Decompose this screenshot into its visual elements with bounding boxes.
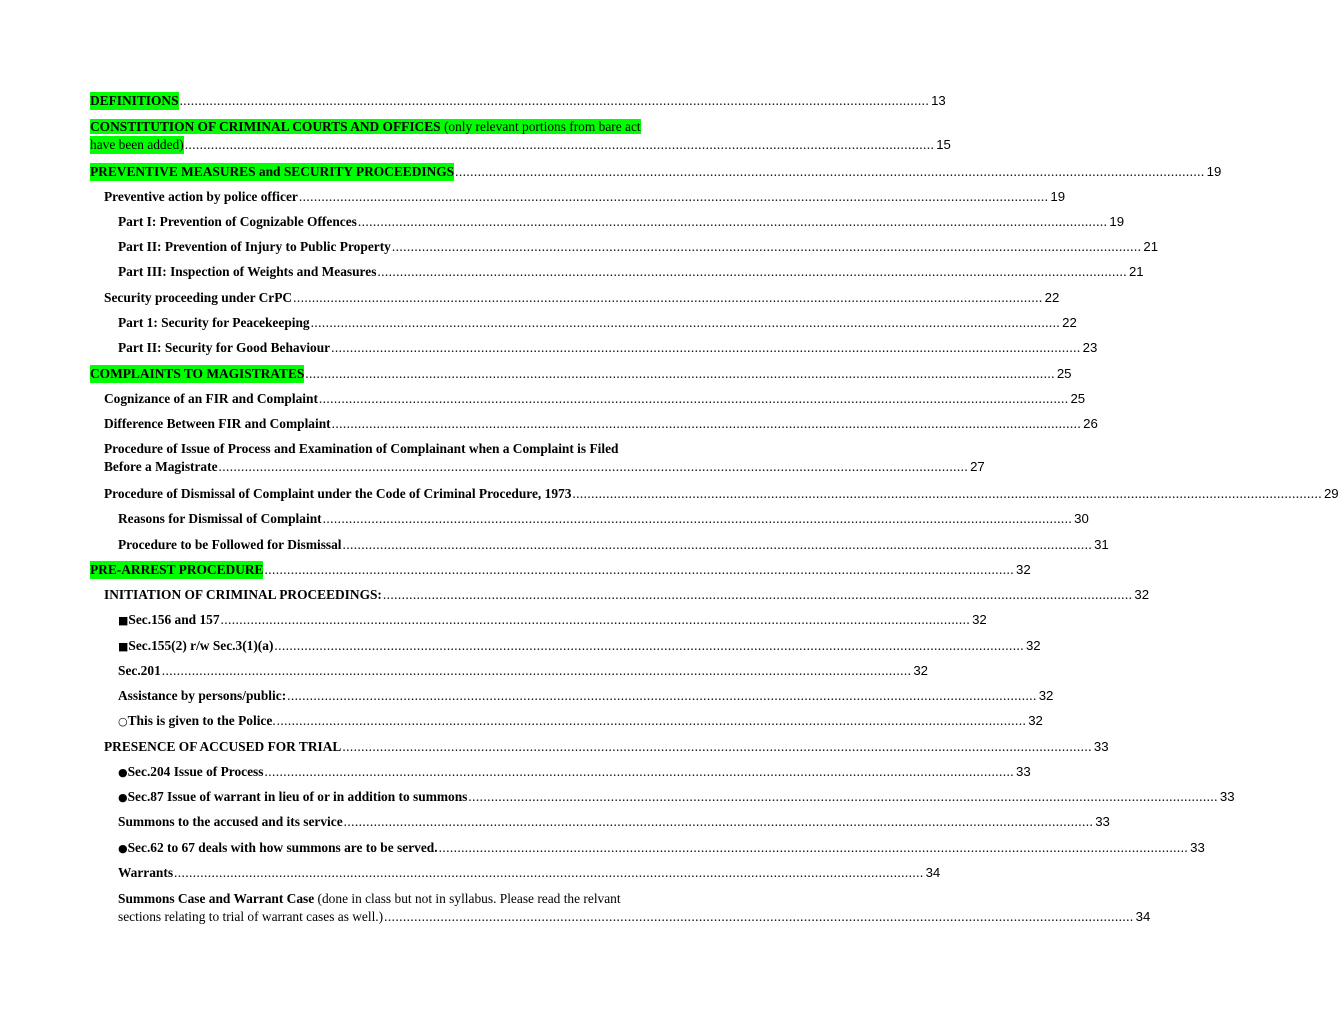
toc-label: PREVENTIVE MEASURES and SECURITY PROCEEDINGS <box>90 164 455 179</box>
dot-leader <box>342 738 1092 756</box>
dot-leader <box>287 687 1037 705</box>
dot-leader <box>455 163 1205 181</box>
toc-page-number: 33 <box>1219 789 1235 804</box>
dot-leader <box>293 289 1043 307</box>
toc-label: Part II: Prevention of Injury to Public Property <box>118 239 391 254</box>
toc-note-continued: sections relating to trial of warrant cases as well.) <box>118 909 384 924</box>
toc-page-number: 32 <box>913 663 928 678</box>
toc-page-number: 26 <box>1083 416 1098 431</box>
toc-page-number: 33 <box>1016 764 1031 779</box>
toc-label-continued: Before a Magistrate <box>104 459 218 474</box>
toc-page-number: 30 <box>1074 511 1089 526</box>
dot-bullet-icon: ● <box>118 842 128 855</box>
toc-entry-complaints[interactable] <box>90 365 1072 383</box>
dot-leader <box>343 536 1093 554</box>
dot-leader <box>384 908 1134 926</box>
toc-page-number: 31 <box>1094 537 1109 552</box>
toc-entry-cognizance[interactable] <box>104 390 1086 408</box>
toc-page-number: 25 <box>1070 391 1086 406</box>
toc-entry-warrants[interactable] <box>118 864 941 882</box>
toc-entry-part-2-public-property[interactable] <box>118 238 1159 256</box>
dot-leader <box>319 390 1069 408</box>
toc-label: Security proceeding under CrPC <box>104 290 293 305</box>
toc-page-number: 15 <box>936 137 951 152</box>
toc-page-number: 13 <box>931 93 946 108</box>
dot-leader <box>344 813 1094 831</box>
toc-label: Reasons for Dismissal of Complaint <box>118 511 322 526</box>
toc-entry-sec-62-67[interactable] <box>118 839 1205 858</box>
toc-label: Procedure to be Followed for Dismissal <box>118 537 342 552</box>
dot-leader <box>219 458 969 476</box>
toc-entry-pre-arrest[interactable] <box>90 561 1031 579</box>
toc-page-number: 33 <box>1093 739 1109 754</box>
toc-label: Sec.87 Issue of warrant in lieu of or in addition to summons <box>127 789 468 804</box>
toc-page-number: 32 <box>972 612 987 627</box>
toc-page-number: 32 <box>1025 638 1041 653</box>
dot-leader <box>185 136 935 154</box>
dot-leader <box>311 314 1061 332</box>
toc-entry-procedure-followed[interactable] <box>118 536 1109 554</box>
toc-entry-given-to-police[interactable] <box>118 712 1043 731</box>
toc-page-number: 29 <box>1323 486 1339 501</box>
toc-entry-sec-87[interactable] <box>118 788 1235 807</box>
toc-label: Sec.155(2) r/w Sec.3(1)(a) <box>128 638 274 653</box>
toc-entry-initiation[interactable] <box>104 586 1150 604</box>
circle-bullet-icon: ○ <box>118 715 128 728</box>
toc-page-number: 27 <box>970 459 985 474</box>
toc-entry-constitution[interactable] <box>90 118 951 154</box>
toc-label-tail: . <box>272 713 276 728</box>
toc-page-number: 21 <box>1128 264 1144 279</box>
dot-leader <box>468 788 1218 806</box>
toc-note-continued: have been added) <box>90 137 184 152</box>
toc-page-number: 23 <box>1082 340 1098 355</box>
dot-leader <box>180 92 930 110</box>
toc-label: Sec.204 Issue of Process <box>127 764 264 779</box>
toc-page-number: 34 <box>925 865 941 880</box>
toc-label: Part III: Inspection of Weights and Measures <box>118 264 377 279</box>
toc-entry-sec-201[interactable] <box>118 662 928 680</box>
toc-entry-summons-accused[interactable] <box>118 813 1110 831</box>
dot-leader <box>331 339 1081 357</box>
toc-page-number: 21 <box>1143 239 1159 254</box>
toc-label: PRESENCE OF ACCUSED FOR TRIAL <box>104 739 342 754</box>
toc-label: Sec.62 to 67 deals with how summons are to be served. <box>127 840 438 855</box>
toc-label: Procedure of Dismissal of Complaint under the Code of Criminal Procedure, 1973 <box>104 486 572 501</box>
toc-label: Part II: Security for Good Behaviour <box>118 340 331 355</box>
toc-entry-definitions[interactable] <box>90 92 946 110</box>
dot-leader <box>264 561 1014 579</box>
toc-label: Procedure of Issue of Process and Examination of Complainant when a Complaint is Filed <box>104 441 619 456</box>
toc-label: INITIATION OF CRIMINAL PROCEEDINGS: <box>104 587 382 602</box>
toc-page-number: 19 <box>1109 214 1125 229</box>
dot-leader <box>299 188 1049 206</box>
dot-leader <box>305 365 1055 383</box>
toc-page-number: 25 <box>1056 366 1072 381</box>
toc-label: Sec.201 <box>118 663 161 678</box>
dot-leader <box>323 510 1073 528</box>
toc-label: This is given to the Police <box>127 713 273 728</box>
dot-leader <box>439 839 1189 857</box>
toc-page-number: 19 <box>1206 164 1222 179</box>
dot-leader <box>332 415 1082 433</box>
toc-entry-summons-warrant-case[interactable] <box>118 890 1151 926</box>
toc-label: Warrants <box>118 865 174 880</box>
toc-label: DEFINITIONS <box>90 93 179 108</box>
toc-entry-preventive-measures[interactable] <box>90 163 1222 181</box>
toc-entry-part-1-cognizable[interactable] <box>118 213 1125 231</box>
toc-label: Cognizance of an FIR and Complaint <box>104 391 318 406</box>
dot-bullet-icon: ● <box>118 791 128 804</box>
toc-page-number: 22 <box>1044 290 1060 305</box>
toc-note: (only relevant portions from bare act <box>440 119 641 134</box>
toc-label: PRE-ARREST PROCEDURE <box>90 562 264 577</box>
toc-label: Summons Case and Warrant Case <box>118 891 315 906</box>
toc-label: Assistance by persons/public: <box>118 688 287 703</box>
square-bullet-icon: ■ <box>118 640 129 653</box>
dot-leader <box>377 263 1127 281</box>
toc-page-number: 19 <box>1050 189 1066 204</box>
dot-leader <box>221 611 971 629</box>
toc-entry-difference[interactable] <box>104 415 1098 433</box>
toc-entry-assistance[interactable] <box>118 687 1054 705</box>
dot-leader <box>174 864 924 882</box>
dot-leader <box>572 485 1322 503</box>
toc-entry-reasons-dismissal[interactable] <box>118 510 1089 528</box>
dot-leader <box>358 213 1108 231</box>
toc-entry-part-3-weights[interactable] <box>118 263 1144 281</box>
toc-entry-procedure-dismissal[interactable] <box>104 485 1339 503</box>
toc-label: Sec.156 and 157 <box>128 612 220 627</box>
dot-leader <box>274 637 1024 655</box>
toc-entry-sec-155[interactable] <box>118 637 1041 656</box>
toc-page-number: 32 <box>1016 562 1031 577</box>
toc-label: Part 1: Security for Peacekeeping <box>118 315 310 330</box>
toc-entry-procedure-issue-process[interactable] <box>104 440 985 476</box>
dot-leader <box>162 662 912 680</box>
toc-page-number: 22 <box>1062 315 1077 330</box>
toc-label: Preventive action by police officer <box>104 189 298 204</box>
toc-note: (done in class but not in syllabus. Please read the relvant <box>314 891 621 906</box>
toc-entry-security-good-behaviour[interactable] <box>118 339 1098 357</box>
square-bullet-icon: ■ <box>118 614 129 627</box>
toc-entry-sec-156[interactable] <box>118 611 987 630</box>
toc-entry-presence-accused[interactable] <box>104 738 1109 756</box>
dot-bullet-icon: ● <box>118 766 128 779</box>
dot-leader <box>277 712 1027 730</box>
toc-page-number: 32 <box>1038 688 1054 703</box>
toc-entry-sec-204[interactable] <box>118 763 1031 782</box>
toc-entry-security-peacekeeping[interactable] <box>118 314 1077 332</box>
toc-page-number: 33 <box>1190 840 1205 855</box>
toc-entry-preventive-action[interactable] <box>104 188 1066 206</box>
toc-page-number: 34 <box>1135 909 1151 924</box>
dot-leader <box>383 586 1133 604</box>
toc-label: CONSTITUTION OF CRIMINAL COURTS AND OFFICES <box>90 119 441 134</box>
toc-entry-security-proceeding[interactable] <box>104 289 1060 307</box>
toc-label: Difference Between FIR and Complaint <box>104 416 331 431</box>
toc-page-number: 33 <box>1095 814 1110 829</box>
toc-page-number: 32 <box>1028 713 1043 728</box>
dot-leader <box>392 238 1142 256</box>
toc-label: Summons to the accused and its service <box>118 814 343 829</box>
toc-label: Part I: Prevention of Cognizable Offences <box>118 214 357 229</box>
toc-label: COMPLAINTS TO MAGISTRATES <box>90 366 305 381</box>
toc-page-number: 32 <box>1134 587 1150 602</box>
dot-leader <box>264 763 1014 781</box>
